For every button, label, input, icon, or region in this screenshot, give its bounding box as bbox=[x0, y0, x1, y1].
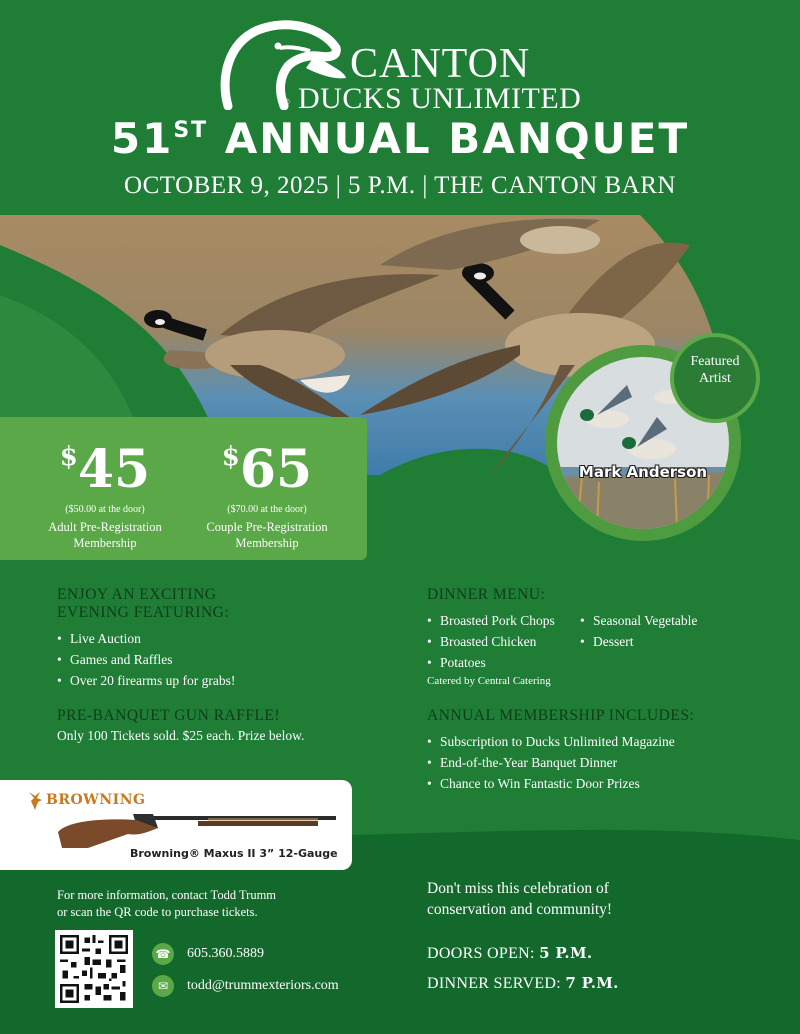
qr-code[interactable] bbox=[55, 930, 133, 1008]
adult-price-amount: $45 bbox=[59, 439, 151, 500]
qr-code-icon bbox=[60, 935, 128, 1003]
list-item: • Broasted Pork Chops bbox=[427, 610, 580, 631]
raffle-heading: PRE-BANQUET GUN RAFFLE! bbox=[57, 707, 281, 724]
list-item: • Over 20 firearms up for grabs! bbox=[57, 670, 387, 691]
gun-prize-card bbox=[0, 780, 352, 870]
adult-price bbox=[30, 427, 180, 551]
evening-list bbox=[57, 628, 387, 691]
email-address[interactable]: todd@trummexteriors.com bbox=[187, 978, 339, 993]
list-item: • Broasted Chicken bbox=[427, 631, 580, 652]
buckmark-icon bbox=[26, 790, 44, 812]
list-item: • Seasonal Vegetable bbox=[580, 610, 697, 631]
list-item: • Subscription to Ducks Unlimited Magazine bbox=[427, 731, 777, 752]
header bbox=[0, 0, 800, 215]
membership-list bbox=[427, 731, 777, 794]
menu-list bbox=[427, 610, 777, 673]
featured-artist-badge: Featured Artist bbox=[670, 333, 760, 423]
menu-heading: DINNER MENU: bbox=[427, 586, 546, 603]
phone-row[interactable] bbox=[152, 943, 264, 965]
couple-price-desc: Couple Pre-Registration Membership bbox=[206, 520, 328, 550]
raffle-text: Only 100 Tickets sold. $25 each. Prize below. bbox=[57, 728, 305, 743]
gun-caption: Browning® Maxus II 3” 12-Gauge bbox=[130, 847, 338, 860]
org-name-ducks-unlimited: DUCKS UNLIMITED bbox=[298, 82, 582, 115]
left-column bbox=[57, 586, 387, 745]
adult-price-desc: Adult Pre-Registration Membership bbox=[48, 520, 162, 550]
list-item: • Potatoes bbox=[427, 652, 580, 673]
evening-heading: ENJOY AN EXCITING EVENING FEATURING: bbox=[57, 586, 230, 621]
browning-brand: BROWNING bbox=[46, 792, 146, 808]
list-item: • Chance to Win Fantastic Door Prizes bbox=[427, 773, 777, 794]
celebrate-text: Don't miss this celebration of conservation and community! bbox=[427, 880, 613, 918]
phone-icon: ☎ bbox=[152, 943, 174, 965]
membership-heading: ANNUAL MEMBERSHIP INCLUDES: bbox=[427, 707, 695, 724]
caterer-note: Catered by Central Catering bbox=[427, 675, 551, 687]
mail-icon: ✉ bbox=[152, 975, 174, 997]
email-row[interactable] bbox=[152, 975, 339, 997]
couple-price bbox=[192, 427, 342, 551]
contact-info: For more information, contact Todd Trumm or scan the QR code to purchase tickets. bbox=[57, 888, 277, 919]
doors-open: DOORS OPEN: 5 P.M. bbox=[427, 944, 593, 962]
list-item: • Live Auction bbox=[57, 628, 387, 649]
registered-mark: ® bbox=[283, 97, 290, 107]
right-column bbox=[427, 586, 777, 794]
list-item: • End-of-the-Year Banquet Dinner bbox=[427, 752, 777, 773]
shotgun-image bbox=[58, 810, 338, 850]
couple-door-price: ($70.00 at the door) bbox=[227, 504, 307, 515]
list-item: • Games and Raffles bbox=[57, 649, 387, 670]
page-title: 51ST ANNUAL BANQUET bbox=[110, 114, 690, 163]
phone-number[interactable]: 605.360.5889 bbox=[187, 946, 264, 961]
dinner-served: DINNER SERVED: 7 P.M. bbox=[427, 974, 619, 992]
price-panel bbox=[0, 417, 367, 560]
event-date-location: OCTOBER 9, 2025 | 5 P.M. | THE CANTON BARN bbox=[124, 172, 676, 199]
adult-door-price: ($50.00 at the door) bbox=[65, 504, 145, 515]
list-item: • Dessert bbox=[580, 631, 697, 652]
artist-name: Mark Anderson bbox=[578, 463, 708, 481]
org-name-canton: CANTON bbox=[350, 41, 531, 87]
couple-price-amount: $65 bbox=[221, 439, 313, 500]
